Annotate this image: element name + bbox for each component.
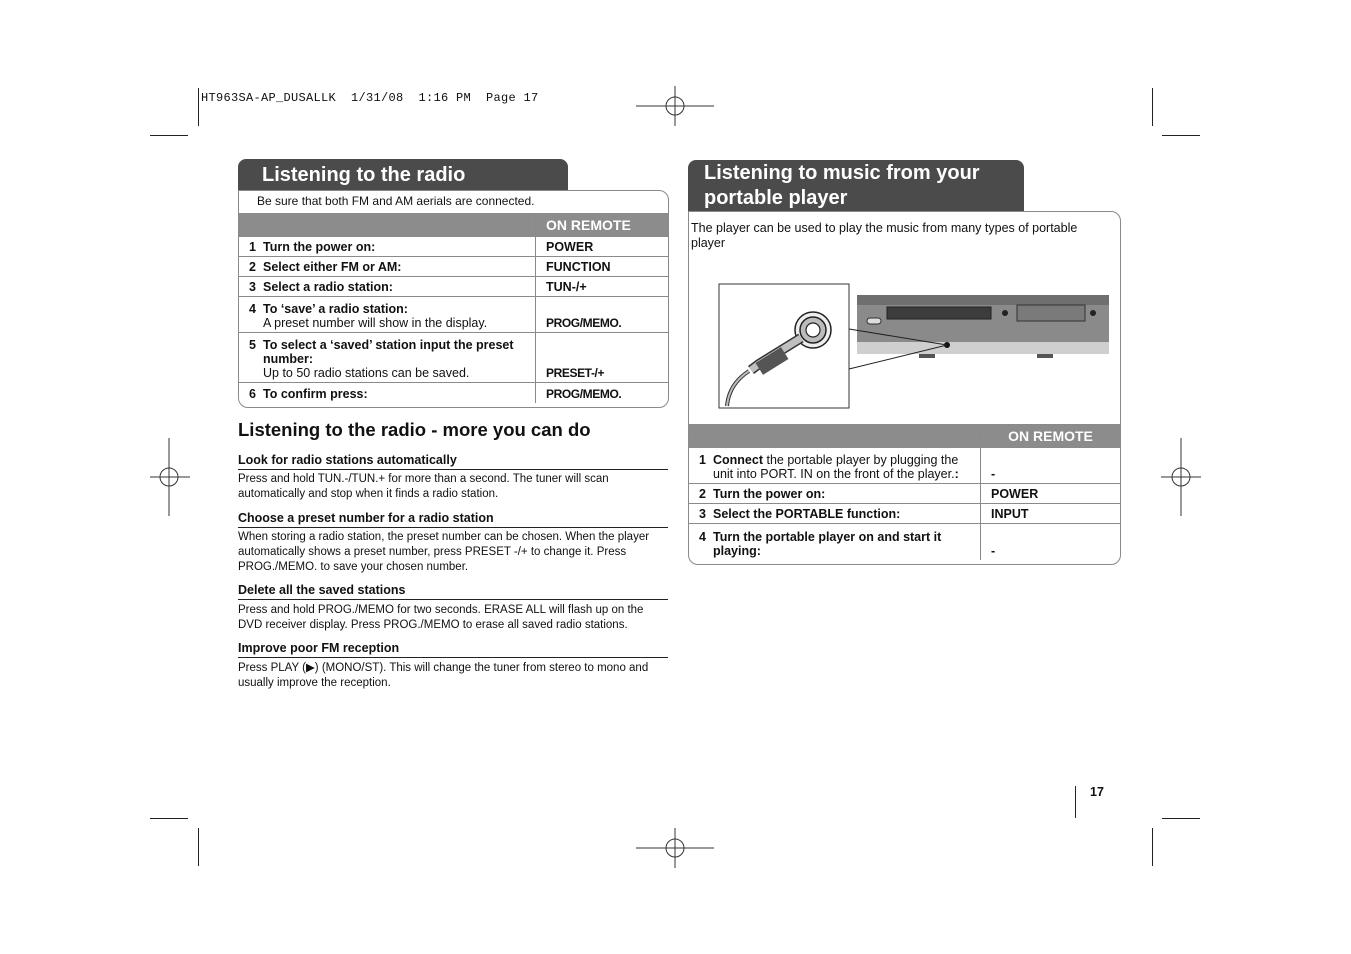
table-row: 2 Turn the power on: POWER	[689, 484, 1120, 504]
table-row: 1 Turn the power on: POWER	[239, 237, 668, 257]
registration-mark-icon	[150, 438, 190, 516]
radio-title-text: Listening to the radio	[262, 164, 466, 186]
portable-panel	[688, 211, 1121, 565]
section-heading: Improve poor FM reception	[238, 641, 668, 658]
section-body: Press and hold TUN.-/TUN.+ for more than a second. The tuner will scan automatically and stop when it finds a radio station.	[238, 473, 609, 500]
table-header-row	[689, 425, 1120, 448]
section-body: When storing a radio station, the preset number can be chosen. When the player automatically shows a preset number, press PRESET -/+ to change it. Press PROG./MEMO. to save your chosen number.	[238, 531, 650, 573]
crop-mark	[150, 818, 188, 819]
print-header: HT963SA-AP_DUSALLK 1/31/08 1:16 PM Page 17	[201, 91, 539, 105]
radio-section-title	[238, 159, 568, 191]
page-number: 17	[1090, 785, 1104, 799]
crop-mark	[1152, 88, 1153, 126]
more-section-title: Listening to the radio - more you can do	[238, 419, 591, 440]
portable-intro: The player can be used to play the music from many types of portable player	[691, 221, 1078, 250]
portable-title-line2: portable player	[704, 187, 848, 209]
table-row: 3 Select the PORTABLE function: INPUT	[689, 504, 1120, 524]
portable-title-line1: Listening to music from your	[704, 162, 980, 184]
radio-intro: Be sure that both FM and AM aerials are connected.	[257, 194, 535, 208]
registration-mark-icon	[636, 828, 714, 868]
portable-section-title	[688, 160, 1024, 212]
on-remote-header: ON REMOTE	[981, 425, 1121, 448]
section-heading: Choose a preset number for a radio station	[238, 511, 668, 528]
table-row: 3 Select a radio station: TUN-/+	[239, 277, 668, 297]
crop-mark	[1162, 135, 1200, 136]
section-body: Press and hold PROG./MEMO for two seconds. ERASE ALL will flash up on the DVD receiver display. Press PROG./MEMO to erase all saved radio stations.	[238, 604, 644, 631]
registration-mark-icon	[636, 86, 714, 126]
section-body: Press PLAY (▶) (MONO/ST). This will change the tuner from stereo to mono and usually improve the reception.	[238, 662, 649, 689]
table-row: 1 Connect the portable player by plugging the unit into PORT. IN on the front of the player.: -	[689, 448, 1120, 484]
section-heading: Look for radio stations automatically	[238, 453, 668, 470]
table-row: 6 To confirm press: PROG/MEMO.	[239, 383, 668, 403]
crop-mark	[1162, 818, 1200, 819]
crop-mark	[150, 135, 188, 136]
on-remote-header: ON REMOTE	[536, 214, 669, 237]
crop-mark	[198, 88, 199, 126]
crop-mark	[198, 828, 199, 866]
page-number-rule	[1075, 786, 1076, 818]
table-row: 4 Turn the portable player on and start it playing: -	[689, 524, 1120, 560]
crop-mark	[1152, 828, 1153, 866]
radio-panel	[238, 190, 669, 408]
table-row: 2 Select either FM or AM: FUNCTION	[239, 257, 668, 277]
section-heading: Delete all the saved stations	[238, 583, 668, 600]
table-row: 5 To select a ‘saved’ station input the preset number: Up to 50 radio stations can be saved. PRESET-/+	[239, 333, 668, 383]
table-header-row	[239, 214, 668, 237]
port-in-illustration	[689, 272, 1120, 442]
registration-mark-icon	[1161, 438, 1201, 516]
radio-steps-table	[239, 213, 668, 403]
table-row: 4 To ‘save’ a radio station: A preset number will show in the display. PROG/MEMO.	[239, 297, 668, 333]
portable-steps-table	[689, 424, 1120, 560]
